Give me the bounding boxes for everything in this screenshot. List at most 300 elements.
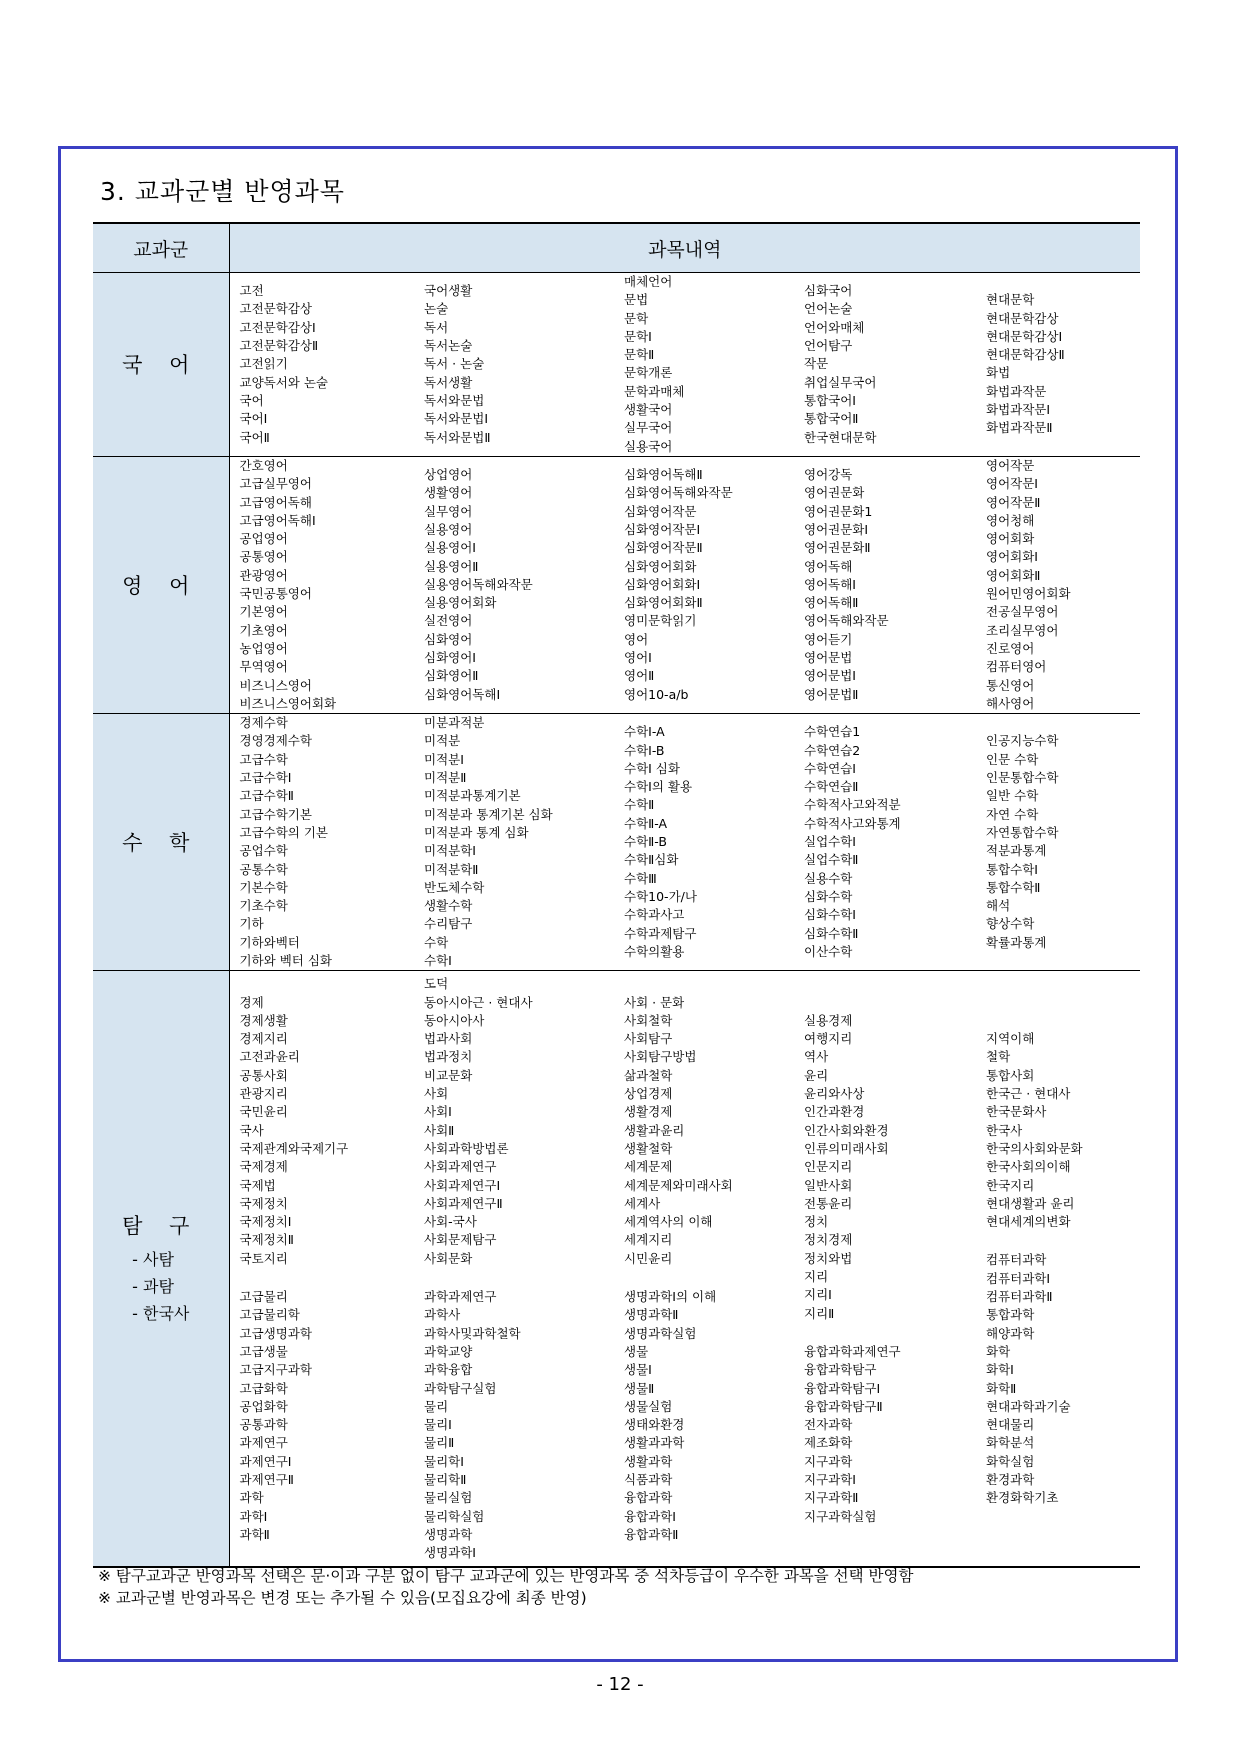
spacer [424, 1268, 614, 1288]
subject-column [614, 273, 794, 457]
subject-item: 사회Ⅱ [424, 1122, 455, 1138]
subject-item: 인공지능수학 [986, 733, 1059, 749]
subject-item: 수학연습2 [804, 742, 861, 758]
subject-item: 세계문제와미래사회 [624, 1177, 733, 1193]
subject-item: 심화수학Ⅰ [804, 907, 856, 923]
subject-item: 화학 [986, 1343, 1011, 1359]
subject-item: 컴퓨터과학Ⅱ [986, 1289, 1053, 1305]
subject-item: 확률과통계 [986, 934, 1047, 950]
subject-item: 문학개론 [624, 365, 673, 381]
subject-item: 사회과학방법론 [424, 1140, 509, 1156]
subject-item: 공통수학 [239, 861, 288, 877]
subject-item: 경영경제수학 [239, 733, 312, 749]
subject-group-cell [93, 273, 229, 457]
footnote: ※ 탐구교과군 반영과목 선택은 문·이과 구분 없이 탐구 교과군에 있는 반영과목 중 석차등급이 우수한 과목을 선택 반영함 [98, 1567, 914, 1585]
subject-item: 실업수학Ⅱ [804, 852, 859, 868]
subject-group-name: 탐 구 [122, 1214, 200, 1239]
subject-group-cell [93, 714, 229, 971]
subject-item: 해석 [986, 898, 1011, 914]
subject-item: 기초영어 [239, 622, 288, 638]
subject-item: 적분과통계 [986, 843, 1047, 859]
subject-item: 인문지리 [804, 1159, 853, 1175]
subject-item: 생활경제 [624, 1104, 673, 1120]
subject-item: 기본수학 [239, 879, 288, 895]
subject-item: 인문 수학 [986, 751, 1039, 767]
subject-item: 과학사및과학철학 [424, 1325, 521, 1341]
subject-item: 심화영어Ⅱ [424, 668, 479, 684]
subject-item: 통합국어Ⅰ [804, 392, 856, 408]
subject-item: 삶과철학 [624, 1067, 673, 1083]
subject-item: 고급화학 [239, 1380, 288, 1396]
subject-column [229, 273, 414, 457]
subject-item: 문학과매체 [624, 383, 685, 399]
subject-column [794, 273, 976, 457]
subject-item: 화학분석 [986, 1435, 1035, 1451]
subject-item: 국어생활 [424, 283, 473, 299]
subject-item: 영어회화Ⅱ [986, 567, 1041, 583]
subject-item: 국어Ⅱ [239, 429, 270, 445]
subject-item: 통합국어Ⅱ [804, 411, 859, 427]
subject-item: 현대생활과 윤리 [986, 1195, 1075, 1211]
page-number: - 12 - [596, 1674, 644, 1695]
subject-item: 고급물리학 [239, 1307, 300, 1323]
subject-item: 생명과학Ⅱ [624, 1307, 679, 1323]
subject-item: 실용영어Ⅱ [424, 558, 479, 574]
subject-item: 고급영어독해 [239, 494, 312, 510]
subject-column [414, 273, 614, 457]
subject-item: 심화수학Ⅱ [804, 925, 859, 941]
subject-item: 심화영어작문Ⅰ [624, 522, 701, 537]
subject-item: 경제수학 [239, 715, 288, 731]
subject-item: 한국근 · 현대사 [986, 1086, 1071, 1102]
subject-column [976, 714, 1140, 971]
subject-item: 국토지리 [239, 1250, 288, 1266]
subject-item: 생활국어 [624, 402, 673, 418]
subject-item: 미적분Ⅱ [424, 770, 467, 786]
subject-item: 심화영어회화Ⅱ [624, 595, 703, 611]
subject-item: 지리Ⅰ [804, 1287, 832, 1303]
subject-group-cell [93, 456, 229, 713]
subject-item: 한국지리 [986, 1177, 1035, 1193]
subject-item: 생명과학Ⅰ의 이해 [624, 1289, 717, 1305]
subject-item: 고전문학감상Ⅱ [239, 338, 319, 354]
subject-item: 미적분Ⅰ [424, 751, 464, 767]
subject-item: 전자과학 [804, 1417, 853, 1433]
subject-item: 기초수학 [239, 898, 288, 914]
subject-item: 화법 [986, 365, 1011, 381]
spacer [986, 1231, 1140, 1251]
subject-item: 물리 [424, 1398, 449, 1414]
subject-item: 수학Ⅰ-B [624, 742, 665, 758]
subject-item: 영어독해Ⅱ [804, 595, 859, 611]
subject-item: 고전과윤리 [239, 1049, 300, 1065]
subject-item: 생명과학실험 [624, 1325, 697, 1341]
subject-item: 국민공통영어 [239, 586, 312, 602]
subject-item: 공업수학 [239, 843, 288, 859]
subject-item: 생활철학 [624, 1140, 673, 1156]
subject-item: 수학Ⅰ의 활용 [624, 779, 693, 795]
subject-item: 사회문제탐구 [424, 1232, 497, 1248]
subject-item: 국민윤리 [239, 1104, 288, 1120]
subject-item: 수학Ⅰ [424, 952, 452, 968]
subject-item: 수학적사고와통계 [804, 815, 901, 831]
subject-item: 통신영어 [986, 677, 1035, 693]
subject-item: 고전문학감상Ⅰ [239, 319, 316, 335]
subject-item: 사회문화 [424, 1250, 473, 1266]
subject-item: 사회과제연구Ⅰ [424, 1177, 501, 1193]
subject-item: 세계지리 [624, 1232, 673, 1248]
subject-item: 시민윤리 [624, 1250, 673, 1266]
subject-group-name: 영 어 [122, 574, 200, 599]
subject-item: 수학Ⅲ [624, 870, 657, 886]
subject-item: 영어독해Ⅰ [804, 576, 856, 592]
subject-item: 지리 [804, 1269, 829, 1285]
subject-column [614, 456, 794, 713]
subject-item: 생태와환경 [624, 1417, 685, 1433]
subject-item: 생활수학 [424, 898, 473, 914]
subject-item: 수학Ⅱ심화 [624, 852, 679, 868]
subject-item: 화법과작문Ⅱ [986, 420, 1053, 436]
subject-item: 심화수학 [804, 888, 853, 904]
subject-item: 공통영어 [239, 549, 288, 565]
subject-item: 문학Ⅰ [624, 328, 652, 344]
subgroup-list [132, 1246, 189, 1327]
subject-item: 향상수학 [986, 916, 1035, 932]
subject-item: 수학10-가/나 [624, 888, 697, 904]
subject-item: 컴퓨터영어 [986, 659, 1047, 675]
subject-item: 지구과학 [804, 1453, 853, 1469]
subject-item: 공통과학 [239, 1417, 288, 1433]
subject-item: 정치 [804, 1214, 829, 1230]
subject-column [229, 971, 414, 1568]
subject-item: 전통윤리 [804, 1195, 853, 1211]
subject-item: 사회 · 문화 [624, 994, 685, 1010]
subject-item: 세계역사의 이해 [624, 1214, 713, 1230]
spacer [624, 1268, 794, 1288]
subject-item: 식품과학 [624, 1472, 673, 1487]
subject-item: 국제관계와국제기구 [239, 1140, 349, 1156]
subject-item: 통합사회 [986, 1067, 1035, 1083]
subject-item: 수리탐구 [424, 916, 473, 932]
subject-item: 제조화학 [804, 1435, 853, 1451]
subject-item: 생활영어 [424, 485, 473, 501]
subject-item: 영어권문화Ⅰ [804, 522, 869, 537]
subject-item: 실용수학 [804, 870, 853, 886]
subject-item: 영어Ⅰ [624, 650, 652, 666]
subject-item: 지구과학Ⅱ [804, 1490, 859, 1506]
subject-item: 생명과학 [424, 1526, 473, 1542]
subject-item: 매체언어 [624, 274, 673, 289]
subject-item: 물리실험 [424, 1490, 473, 1506]
subject-item: 수학Ⅰ 심화 [624, 760, 680, 776]
subject-item: 고전읽기 [239, 356, 288, 372]
subject-item: 윤리 [804, 1067, 829, 1083]
subject-item: 수학적사고와적분 [804, 797, 901, 813]
subject-item: 논술 [424, 301, 449, 317]
subject-item: 과학과제연구 [424, 1289, 497, 1305]
subject-item: 고전문학감상 [239, 301, 312, 317]
subject-item: 인간과환경 [804, 1104, 865, 1120]
subject-item: 사회과제연구 [424, 1159, 497, 1175]
subject-item: 공업화학 [239, 1398, 288, 1414]
subject-column [414, 456, 614, 713]
subject-item: 고급수학 [239, 751, 288, 767]
subject-item: 미적분과 통계기본 심화 [424, 806, 553, 822]
subject-item: 과제연구Ⅱ [239, 1472, 294, 1487]
subject-item: 수학과제탐구 [624, 925, 697, 941]
subject-item: 실무영어 [424, 503, 473, 519]
subject-item: 과학교양 [424, 1343, 473, 1359]
subject-item: 생명과학Ⅰ [424, 1545, 476, 1561]
subject-item: 영어독해와작문 [804, 613, 889, 629]
subject-item: 기하 [239, 916, 264, 932]
subject-item: 법과사회 [424, 1031, 473, 1047]
subject-item: 언어탐구 [804, 338, 853, 354]
subject-item: 영어작문 [986, 457, 1035, 473]
subject-item: 독서 [424, 319, 449, 335]
subject-item: 융합과학 [624, 1490, 673, 1506]
subject-item: 수학과사고 [624, 907, 685, 923]
subject-item: 독서와문법Ⅱ [424, 429, 491, 445]
subject-item: 수학Ⅱ-A [624, 815, 668, 831]
subject-item: 정치와법 [804, 1250, 853, 1266]
subject-item: 실용영어회화 [424, 595, 497, 611]
subject-item: 사회 [424, 1086, 449, 1102]
footnotes [98, 1565, 913, 1609]
subject-item: 독서생활 [424, 374, 473, 390]
subject-item: 생물실험 [624, 1398, 673, 1414]
subject-item: 기하와 벡터 심화 [239, 952, 332, 968]
subject-item: 간호영어 [239, 457, 288, 473]
subject-item: 국제법 [239, 1177, 276, 1193]
table-header-row [93, 223, 1140, 273]
subject-item: 과제연구 [239, 1435, 288, 1451]
subject-item: 경제 [239, 994, 264, 1010]
subject-item: 물리학Ⅱ [424, 1472, 467, 1487]
subject-item: 관광지리 [239, 1086, 288, 1102]
subject-item: 생활과학 [624, 1453, 673, 1469]
subject-column [976, 971, 1140, 1568]
subject-item: 독서 · 논술 [424, 356, 485, 372]
subject-item: 영어문법Ⅰ [804, 668, 856, 684]
subject-item: 독서와문법Ⅰ [424, 411, 489, 427]
subject-item: 고전 [239, 283, 264, 299]
subject-item: 심화영어독해Ⅱ [624, 467, 703, 483]
subject-item: 한국현대문학 [804, 429, 877, 445]
subject-item: 물리Ⅱ [424, 1435, 455, 1451]
subject-item: 영어권문화Ⅱ [804, 540, 871, 556]
subject-item: 실용국어 [624, 438, 673, 454]
subject-item: 과제연구Ⅰ [239, 1453, 292, 1469]
subject-item: 사회Ⅰ [424, 1104, 452, 1120]
subject-item: 이산수학 [804, 943, 853, 959]
spacer [240, 1268, 415, 1288]
subject-item: 고급수학Ⅱ [239, 788, 294, 804]
subject-item: 일반 수학 [986, 788, 1039, 804]
subject-item: 국제정치Ⅱ [239, 1232, 294, 1248]
subject-item: 과학 [239, 1490, 264, 1506]
subject-item: 언어논술 [804, 301, 853, 317]
subject-item: 비즈니스영어 [239, 677, 312, 693]
subject-item: 실용경제 [804, 1012, 853, 1028]
subject-column [229, 714, 414, 971]
subject-item: 자연 수학 [986, 806, 1039, 822]
subject-item: 미적분과통계기본 [424, 788, 521, 804]
subject-item: 일반사회 [804, 1177, 853, 1193]
subject-item: 심화영어작문 [624, 503, 697, 519]
subject-item: 생물Ⅱ [624, 1380, 655, 1396]
subject-item: 융합과학탐구Ⅰ [804, 1380, 881, 1396]
subject-item: 수학연습1 [804, 724, 861, 740]
subject-item: 기하와벡터 [239, 934, 300, 950]
subject-item: 해사영어 [986, 695, 1035, 711]
subject-item: 실용영어Ⅰ [424, 540, 476, 556]
subject-item: 화학실험 [986, 1453, 1035, 1469]
subject-item: 지역이해 [986, 1031, 1035, 1047]
subject-item: 통합과학 [986, 1307, 1035, 1323]
subject-item: 현대문학감상Ⅱ [986, 347, 1065, 363]
subject-item: 원어민영어회화 [986, 586, 1071, 602]
subject-item: 심화영어독해와작문 [624, 485, 733, 501]
subject-item: 현대문학감상Ⅰ [986, 328, 1063, 344]
subject-item: 국제경제 [239, 1159, 288, 1175]
subject-table [93, 222, 1140, 1568]
subject-item: 수학Ⅰ-A [624, 724, 665, 740]
subject-item: 비즈니스영어회화 [239, 695, 337, 711]
subject-item: 작문 [804, 356, 829, 372]
subject-group-name: 수 학 [122, 831, 200, 856]
subject-item: 과학사 [424, 1307, 461, 1323]
footnote: ※ 교과군별 반영과목은 변경 또는 추가될 수 있음(모집요강에 최종 반영) [98, 1589, 587, 1607]
subject-item: 물리학실험 [424, 1508, 485, 1524]
subject-item: 한국사 [986, 1122, 1023, 1138]
subject-item: 고급지구과학 [239, 1362, 312, 1378]
subject-item: 비교문화 [424, 1067, 473, 1083]
subject-item: 세계문제 [624, 1159, 673, 1175]
subject-item: 사회과제연구Ⅱ [424, 1195, 503, 1211]
subject-item: 미적분학Ⅰ [424, 843, 476, 859]
subject-column [614, 714, 794, 971]
subject-item: 영어회화 [986, 531, 1035, 547]
subject-item: 인류의미래사회 [804, 1140, 889, 1156]
subject-item: 전공실무영어 [986, 604, 1059, 620]
subject-item: 통합수학Ⅰ [986, 861, 1038, 877]
subject-item: 문학 [624, 310, 649, 326]
subject-item: 경제생활 [239, 1012, 288, 1028]
subject-item: 영어권문화 [804, 485, 865, 501]
subject-item: 동아시아사 [424, 1012, 485, 1028]
subject-item: 과학융합 [424, 1362, 473, 1378]
subject-item: 무역영어 [239, 659, 288, 675]
subject-item: 심화영어회화Ⅰ [624, 576, 701, 592]
subject-item: 융합과학탐구 [804, 1362, 877, 1378]
table-row [93, 971, 1140, 1568]
subject-item: 심화국어 [804, 283, 853, 299]
subject-item: 영어청해 [986, 512, 1035, 528]
subject-item: 심화영어독해Ⅰ [424, 686, 501, 702]
subject-item: 한국문화사 [986, 1104, 1047, 1120]
subject-item: 화법과작문 [986, 383, 1047, 399]
subject-item: 독서와문법 [424, 392, 485, 408]
subject-item: 컴퓨터과학 [986, 1252, 1047, 1268]
subject-item: 실무국어 [624, 420, 673, 436]
subject-item: 수학 [424, 934, 449, 950]
subject-item: 지구과학Ⅰ [804, 1472, 856, 1487]
subject-item: 영어작문Ⅱ [986, 494, 1041, 510]
spacer [804, 1323, 976, 1343]
subject-item: 생활과과학 [624, 1435, 685, 1451]
subject-item: 동아시아근 · 현대사 [424, 994, 533, 1010]
subject-item: 화학Ⅱ [986, 1380, 1017, 1396]
subject-item: 고급영어독해Ⅰ [239, 512, 316, 528]
subject-item: 진로영어 [986, 640, 1035, 656]
subject-item: 통합수학Ⅱ [986, 879, 1041, 895]
subject-item: 미분과적분 [424, 715, 485, 731]
subject-item: 인문통합수학 [986, 770, 1059, 786]
subject-item: 영어강독 [804, 467, 853, 483]
subject-item: 국제정치Ⅰ [239, 1214, 292, 1230]
subject-item: 미적분학Ⅱ [424, 861, 479, 877]
subject-item: 물리Ⅰ [424, 1417, 452, 1433]
subject-item: 영어10-a/b [624, 686, 689, 702]
subgroup-item: - 과탐 [132, 1273, 189, 1300]
subgroup-item: - 사탐 [132, 1246, 189, 1273]
subject-group-cell [93, 971, 229, 1568]
subject-item: 융합과학탐구Ⅱ [804, 1398, 883, 1414]
subject-item: 심화영어 [424, 631, 473, 647]
subject-item: 미적분 [424, 733, 461, 749]
subject-item: 과학탐구실험 [424, 1380, 497, 1396]
table-row [93, 714, 1140, 971]
subject-item: 실전영어 [424, 613, 473, 629]
subject-item: 경제지리 [239, 1031, 288, 1047]
subject-item: 관광영어 [239, 567, 288, 583]
subject-item: 영어권문화1 [804, 503, 873, 519]
subject-item: 물리학Ⅰ [424, 1453, 464, 1469]
subject-item: 융합과학과제연구 [804, 1343, 901, 1359]
subject-item: 한국의사회와문화 [986, 1140, 1083, 1156]
subject-item: 과학Ⅱ [239, 1526, 270, 1542]
subject-item: 취업실무국어 [804, 374, 877, 390]
subject-item: 실용영어독해와작문 [424, 576, 533, 592]
subject-item: 세계사 [624, 1195, 661, 1211]
subject-item: 농업영어 [239, 640, 288, 656]
subject-item: 화학Ⅰ [986, 1362, 1014, 1378]
section-heading: 3. 교과군별 반영과목 [100, 177, 345, 206]
subject-item: 융합과학Ⅰ [624, 1508, 676, 1524]
subject-item: 환경과학 [986, 1472, 1035, 1487]
subject-item: 교양독서와 논술 [239, 374, 328, 390]
subject-item: 수학Ⅱ-B [624, 834, 667, 850]
subject-item: 고급수학기본 [239, 806, 312, 822]
subject-item: 정치경제 [804, 1232, 853, 1248]
subject-item: 국사 [239, 1122, 264, 1138]
subject-column [414, 714, 614, 971]
subject-item: 독서논술 [424, 338, 473, 354]
subject-item: 고급수학의 기본 [239, 824, 328, 840]
subject-item: 실용영어 [424, 522, 473, 537]
subject-item: 공통사회 [239, 1067, 288, 1083]
subject-item: 고급수학Ⅰ [239, 770, 292, 786]
subject-item: 상업영어 [424, 467, 473, 483]
subject-item: 조리실무영어 [986, 622, 1059, 638]
subject-item: 영어Ⅱ [624, 668, 655, 684]
subject-item: 고급생물 [239, 1343, 288, 1359]
subject-item: 문법 [624, 292, 649, 308]
col-header-subjects: 과목내역 [229, 223, 1140, 273]
subject-item: 지구과학실험 [804, 1508, 877, 1524]
subject-item: 생활과윤리 [624, 1122, 685, 1138]
